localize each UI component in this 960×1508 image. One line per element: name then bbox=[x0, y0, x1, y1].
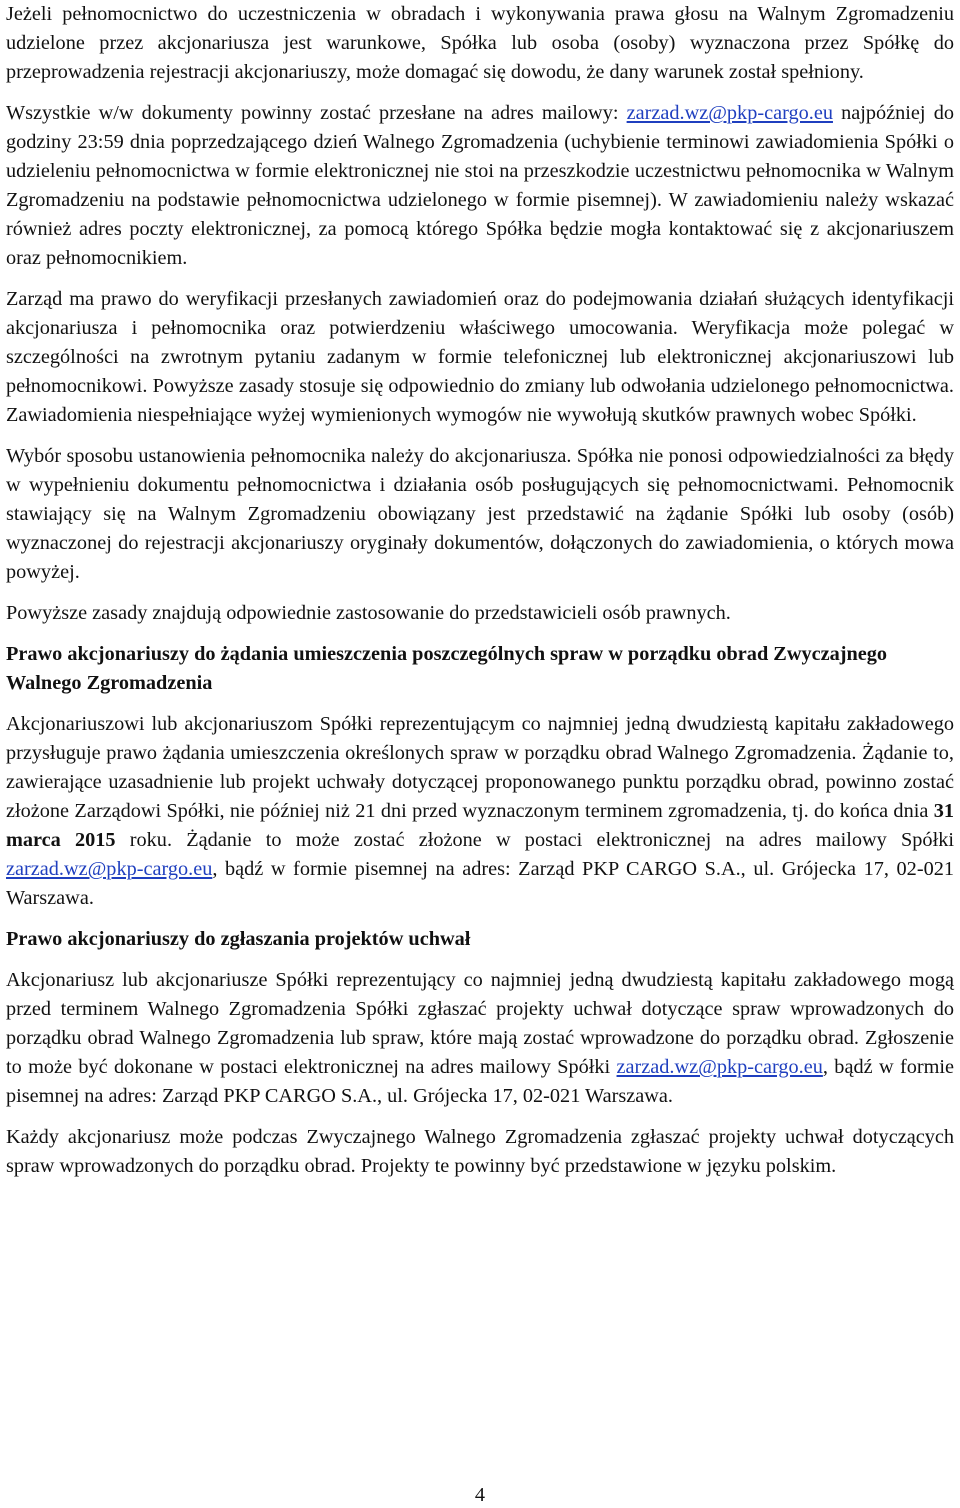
text-fragment: Akcjonariuszowi lub akcjonariuszom Spółki reprezentującym co najmniej jedną dwudziestą kapitału zakładowego przysługuje prawo żądania umieszczenia określonych spraw w porządku obrad Walnego Zgromadzenia. Żądanie to, zawierające uzasadnienie lub projekt uchwały dotyczącej proponowanego punktu porządku obrad, powinno zostać złożone Zarządowi Spółki, nie później niż 21 dni przed wyznaczonym terminem zgromadzenia, tj. do końca dnia bbox=[6, 713, 954, 822]
document-page bbox=[6, 0, 954, 1181]
text-fragment: , bądź w formie pisemnej na adres: Zarząd PKP CARGO S.A., ul. Grójecka 17, 02-021 Warszawa. bbox=[6, 858, 954, 909]
text-fragment: Wszystkie w/w dokumenty powinny zostać przesłane na adres mailowy: bbox=[6, 102, 627, 124]
paragraph-documents-submission bbox=[6, 99, 954, 273]
text-fragment: , bądź w formie pisemnej na adres: Zarząd PKP CARGO S.A., ul. Grójecka 17, 02-021 Warszawa. bbox=[6, 1056, 955, 1107]
paragraph-conditional-proxy: Jeżeli pełnomocnictwo do uczestniczenia w obradach i wykonywania prawa głosu na Walnym Zgromadzeniu udzielone przez akcjonariusza jest warunkowe, Spółka lub osoba (osoby) wyznaczona przez Spółkę do przeprowadzenia rejestracji akcjonariuszy, może domagać się dowodu, że dany warunek został spełniony. bbox=[6, 3, 954, 83]
section-heading-agenda-request: Prawo akcjonariuszy do żądania umieszczenia poszczególnych spraw w porządku obrad Zwyczajnego Walnego Zgromadzenia bbox=[6, 643, 888, 694]
text-fragment: roku. Żądanie to może zostać złożone w postaci elektronicznej na adres mailowy Spółki bbox=[115, 829, 954, 851]
paragraph-proxy-choice: Wybór sposobu ustanowienia pełnomocnika należy do akcjonariusza. Spółka nie ponosi odpowiedzialności za błędy w wypełnieniu dokumentu pełnomocnictwa i działania osób posługujących się pełnomocnictwami. Pełnomocnik stawiający się na Walnym Zgromadzeniu obowiązany jest przedstawić na żądanie Spółki lub osoby (osób) wyznaczonej do rejestracji akcjonariuszy oryginały dokumentów, dołączonych do zawiadomienia, o których mowa powyżej. bbox=[6, 445, 954, 583]
paragraph-draft-resolutions bbox=[6, 966, 954, 1111]
paragraph-meeting-drafts: Każdy akcjonariusz może podczas Zwyczajnego Walnego Zgromadzenia zgłaszać projekty uchwał dotyczących spraw wprowadzonych do porządku obrad. Projekty te powinny być przedstawione w języku polskim. bbox=[6, 1126, 954, 1177]
page-number: 4 bbox=[474, 1484, 486, 1506]
text-fragment: najpóźniej do godziny 23:59 dnia poprzedzającego dzień Walnego Zgromadzenia (uchybienie terminowi zawiadomienia Spółki o udzieleniu pełnomocnictwa w formie elektronicznej nie stoi na przeszkodzie uczestnictwu pełnomocnika w Walnym Zgromadzeniu na podstawie pełnomocnictwa udzielonego w formie pisemnej). W zawiadomieniu należy wskazać również adres poczty elektronicznej, za pomocą którego Spółka będzie mogła kontaktować się z akcjonariuszem oraz pełnomocnikiem. bbox=[6, 102, 954, 269]
email-link[interactable]: zarzad.wz@pkp-cargo.eu bbox=[626, 102, 833, 124]
section-heading-draft-resolutions: Prawo akcjonariuszy do zgłaszania projektów uchwał bbox=[6, 928, 471, 950]
paragraph-verification: Zarząd ma prawo do weryfikacji przesłanych zawiadomień oraz do podejmowania działań służących identyfikacji akcjonariusza i pełnomocnika oraz potwierdzeniu właściwego umocowania. Weryfikacja może polegać w szczególności na zwrotnym pytaniu zadanym w formie telefonicznej lub elektronicznej akcjonariuszowi lub pełnomocnikowi. Powyższe zasady stosuje się odpowiednio do zmiany lub odwołania udzielonego pełnomocnictwa. Zawiadomienia niespełniające wyżej wymienionych wymogów nie wywołują skutków prawnych wobec Spółki. bbox=[6, 288, 954, 426]
paragraph-agenda-request bbox=[6, 710, 954, 913]
paragraph-legal-persons: Powyższe zasady znajdują odpowiednie zastosowanie do przedstawicieli osób prawnych. bbox=[6, 602, 731, 624]
email-link[interactable]: zarzad.wz@pkp-cargo.eu bbox=[6, 858, 213, 880]
deadline-date: 31 marca 2015 bbox=[6, 800, 954, 851]
text-fragment: Akcjonariusz lub akcjonariusze Spółki reprezentujący co najmniej jedną dwudziestą kapitału zakładowego mogą przed terminem Walnego Zgromadzenia Spółki zgłaszać projekty uchwał dotyczące spraw wprowadzonych do porządku obrad Walnego Zgromadzenia lub spraw, które mają zostać wprowadzone do porządku obrad. Zgłoszenie to może być dokonane w postaci elektronicznej na adres mailowy Spółki bbox=[6, 969, 954, 1078]
email-link[interactable]: zarzad.wz@pkp-cargo.eu bbox=[616, 1056, 823, 1078]
